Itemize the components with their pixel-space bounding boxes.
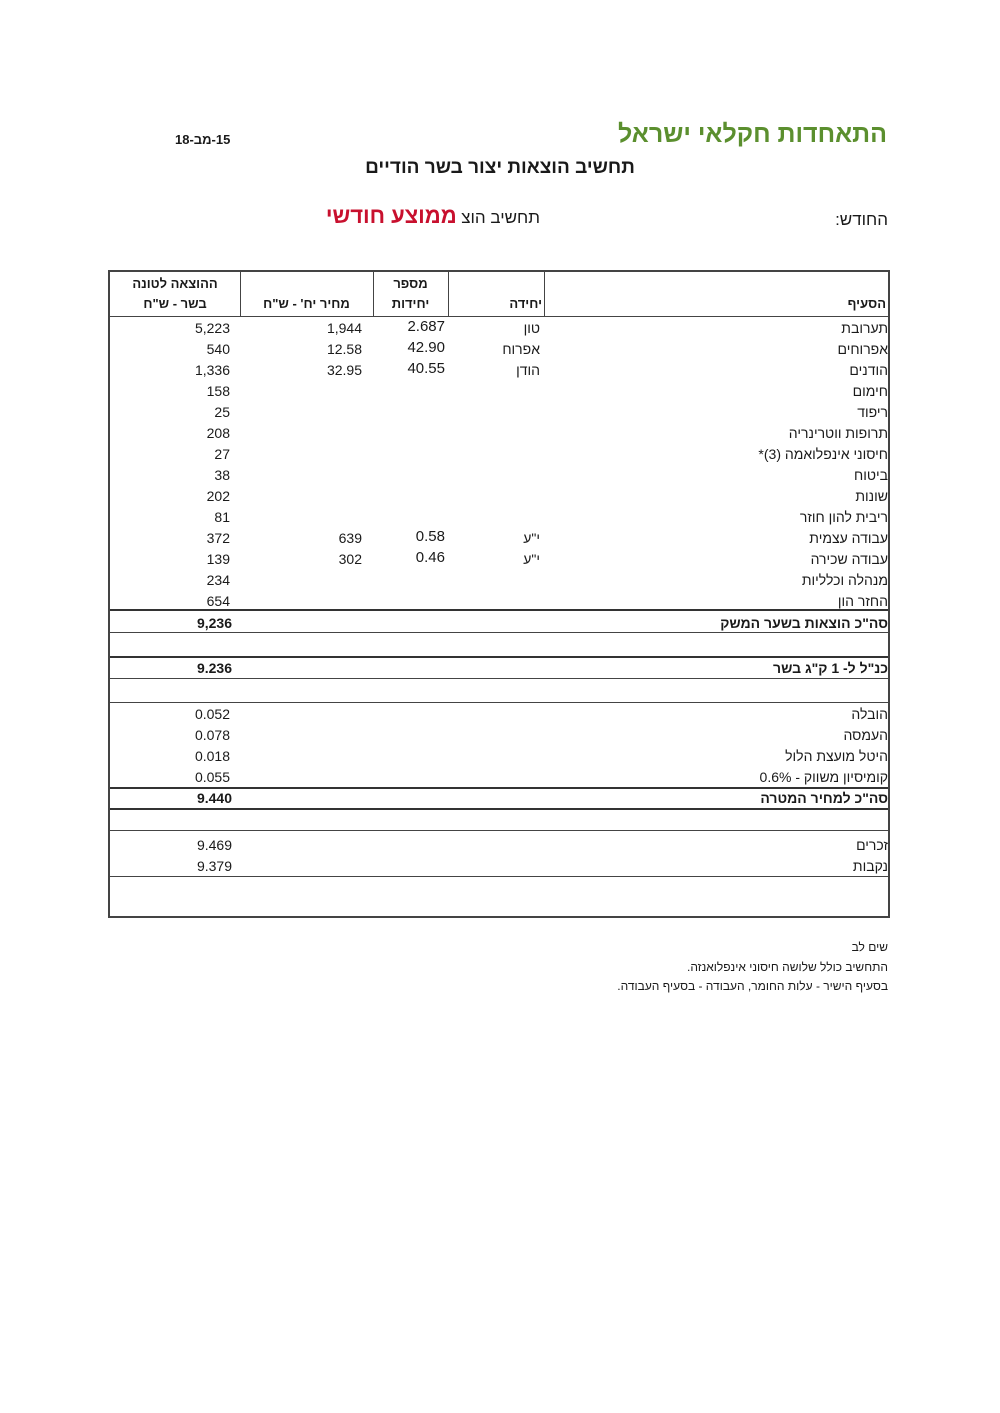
- row-cost: 208: [206, 425, 230, 441]
- row-count: 42.90: [407, 339, 445, 356]
- row-item: זכרים: [856, 837, 888, 853]
- row-price: 1,944: [326, 320, 362, 336]
- row-cost: 25: [214, 404, 230, 420]
- col-header-count-line1: מספר: [393, 276, 428, 291]
- notes-line1: התחשיב כולל שלושה חיסוני אינפלואנזה.: [686, 960, 888, 974]
- row-unit: י"ע: [523, 551, 540, 567]
- col-header-cost-line2: בשר - ש"ח: [143, 296, 207, 311]
- notes-title: שים לב: [851, 940, 888, 954]
- row-cost: 540: [206, 341, 230, 357]
- row-cost: 9.379: [196, 858, 232, 874]
- row-price: 32.95: [326, 362, 362, 378]
- col-divider: [544, 272, 545, 316]
- row-count: 40.55: [407, 360, 445, 377]
- row-item: תערובת: [841, 320, 888, 336]
- row-count: 0.58: [415, 528, 445, 545]
- row-cost: 0.055: [194, 769, 230, 785]
- row-item: חימום: [852, 383, 888, 399]
- row-cost: 234: [206, 572, 230, 588]
- target-total-value: 9.440: [196, 790, 232, 806]
- section-divider: [110, 678, 888, 679]
- row-item: עבודה שכירה: [810, 551, 888, 567]
- row-unit: הודן: [516, 362, 540, 378]
- header-divider: [110, 316, 888, 317]
- col-header-count: [373, 274, 448, 314]
- row-cost: 202: [206, 488, 230, 504]
- col-header-cost-line1: ההוצאה לטונה: [132, 276, 218, 291]
- row-cost: 139: [206, 551, 230, 567]
- col-header-item: הסעיף: [847, 296, 886, 311]
- row-cost: 654: [206, 593, 230, 609]
- row-cost: 38: [214, 467, 230, 483]
- row-cost: 0.018: [194, 748, 230, 764]
- row-unit: טון: [523, 320, 540, 336]
- calc-method-line: [300, 203, 540, 229]
- row-item: אפרוחים: [837, 341, 888, 357]
- section-divider: [110, 830, 888, 831]
- month-label: החודש:: [835, 210, 888, 229]
- per-kg-label: כנ"ל ל- 1 ק"ג בשר: [773, 660, 888, 676]
- page-title: תחשיב הוצאות יצור בשר הודיים: [365, 157, 635, 178]
- col-header-price: מחיר יח' - ש"ח: [263, 296, 350, 311]
- row-cost: 0.078: [194, 727, 230, 743]
- col-header-cost: [110, 274, 240, 314]
- target-divider-bottom: [110, 808, 888, 810]
- calc-method: ממוצע חודשי: [325, 203, 457, 228]
- row-item: היטל מועצת הלול: [785, 748, 888, 764]
- row-item: ריפוד: [857, 404, 888, 420]
- col-header-count-line2: יחידות: [391, 296, 430, 311]
- row-item: תרופות ווטרינריה: [788, 425, 888, 441]
- total-farm-label: סה"כ הוצאות בשער המשק: [720, 615, 888, 631]
- row-price: 639: [338, 530, 362, 546]
- row-item: הודנים: [849, 362, 888, 378]
- row-item: ביטוח: [853, 467, 888, 483]
- section-divider: [110, 876, 888, 877]
- org-name: התאחדות חקלאי ישראל: [618, 120, 887, 148]
- row-item: קומיסיון משווק - 0.6%: [759, 769, 888, 785]
- col-header-unit: יחידה: [509, 296, 542, 311]
- calc-prefix: תחשיב הוצ: [461, 208, 540, 227]
- row-cost: 0.052: [194, 706, 230, 722]
- row-cost: 5,223: [194, 320, 230, 336]
- row-item: חיסוני אינפלואמה (3)*: [758, 446, 888, 462]
- row-cost: 27: [214, 446, 230, 462]
- row-count: 0.46: [415, 549, 445, 566]
- row-price: 302: [338, 551, 362, 567]
- section-divider: [110, 656, 888, 658]
- row-unit: י"ע: [523, 530, 540, 546]
- section-divider: [110, 632, 888, 633]
- row-item: מנהלה וכלליות: [801, 572, 888, 588]
- per-kg-value: 9.236: [196, 660, 232, 676]
- row-cost: 158: [206, 383, 230, 399]
- report-date: 15-מב-18: [175, 132, 231, 147]
- row-item: שונות: [855, 488, 888, 504]
- row-cost: 372: [206, 530, 230, 546]
- row-item: הובלה: [851, 706, 888, 722]
- row-price: 12.58: [326, 341, 362, 357]
- row-item: ריבית להון חוזר: [799, 509, 888, 525]
- target-total-label: סה"כ למחיר המטרה: [760, 790, 888, 806]
- col-divider: [448, 272, 449, 316]
- row-item: העמסה: [843, 727, 888, 743]
- row-item: החזר הון: [837, 593, 888, 609]
- row-item: נקבות: [852, 858, 888, 874]
- section-divider: [110, 702, 888, 703]
- row-cost: 1,336: [194, 362, 230, 378]
- row-unit: אפרוח: [502, 341, 540, 357]
- row-cost: 81: [214, 509, 230, 525]
- total-farm-value: 9,236: [196, 615, 232, 631]
- row-count: 2.687: [407, 318, 445, 335]
- notes-line2: בסעיף הישיר - עלות החומר, העבודה - בסעיף העבודה.: [617, 979, 888, 993]
- row-item: עבודה עצמית: [809, 530, 888, 546]
- row-cost: 9.469: [196, 837, 232, 853]
